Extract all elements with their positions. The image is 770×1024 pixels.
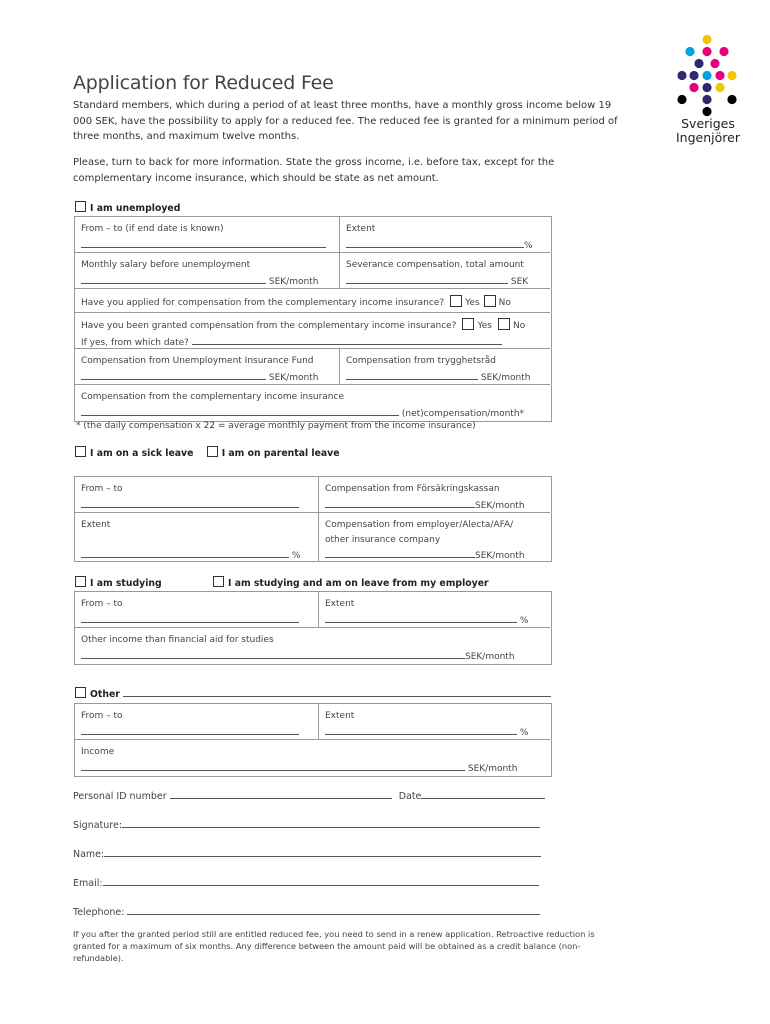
unit-label: % [524,240,533,251]
sick-extent-field[interactable] [75,513,319,561]
applied-question: Have you applied for compensation from the complementary income insurance? [81,298,445,308]
logo-dot [685,47,694,56]
sick-from-to-field[interactable] [75,477,319,513]
input-line[interactable] [81,273,266,284]
other-checkbox[interactable] [75,687,86,698]
field-label: Compensation from Unemployment Insurance Fund [81,356,314,366]
unemployed-extent-field[interactable] [340,217,550,253]
field-label-2: other insurance company [325,534,441,545]
unit-label: (net)compensation/month* [401,408,525,419]
unit-label: SEK/month [268,372,319,383]
granted-no-checkbox[interactable] [498,318,510,330]
logo-dot [727,71,736,80]
field-label: Compensation from trygghetsråd [346,356,496,366]
input-line[interactable] [346,369,478,380]
unit-label: SEK/month [467,763,518,774]
name-input[interactable] [104,846,541,857]
other-income-total-field[interactable] [75,740,550,776]
granted-question: Have you been granted compensation from the complementary income insurance? [81,321,457,331]
logo-dot [710,59,719,68]
field-label: Income [81,747,115,757]
input-line[interactable] [81,724,299,735]
monthly-salary-field[interactable] [75,253,340,289]
signature-label: Signature: [73,820,123,831]
unit-label: % [519,727,529,738]
unemployed-checkbox[interactable] [75,201,86,212]
comp-trygg-field[interactable] [340,349,550,385]
input-line[interactable] [325,612,517,623]
other-section-header [75,687,551,700]
comp-fk-field[interactable] [319,477,550,513]
unemployed-section-header [75,201,180,214]
unit-label: SEK/month [475,551,525,561]
footer-note: If you after the granted period still are entitled reduced fee, you need to send in a renew application. Retroactive reduction is granted for a maximum of six months. Any difference between the amount paid will be obtained as a credit balance (non-refundable). [73,929,595,963]
field-label: Other income than financial aid for studies [81,635,274,645]
field-label: Extent [325,599,355,609]
page-title: Application for Reduced Fee [73,72,334,94]
sick-leave-label: I am on a sick leave [90,448,194,459]
logo-dot [689,71,698,80]
other-form-box [74,703,552,777]
logo-dot [702,107,711,116]
input-line[interactable] [81,497,299,508]
unit-label: SEK/month [475,500,525,511]
input-line[interactable] [81,547,289,558]
input-line[interactable] [346,237,524,248]
signature-input[interactable] [122,817,540,828]
input-line[interactable] [81,760,465,771]
field-label: Extent [325,711,355,721]
date-input[interactable] [421,788,545,799]
other-from-to-field[interactable] [75,704,319,740]
granted-question-row [75,313,550,349]
date-label: Date [398,791,422,802]
logo-dot [702,47,711,56]
input-line[interactable] [81,237,326,248]
studying-leave-section-header [213,576,489,589]
no-label: No [498,298,511,308]
logo-dot [702,35,711,44]
granted-date-input[interactable] [192,334,502,345]
applied-question-row [75,289,550,313]
no-label: No [513,321,526,331]
unemployed-form-box [74,216,552,422]
intro-paragraph: Standard members, which during a period of at least three months, have a monthly gross income below 19 000 SEK, have the possibility to apply for a reduced fee. The reduced fee is granted for a minimum period of three months, and maximum twelve months. [73,100,618,142]
comp-uif-field[interactable] [75,349,340,385]
instructions-paragraph: Please, turn to back for more information. State the gross income, i.e. before tax, except for the complementary income insurance, which should be state as net amount. [73,157,555,184]
other-specify-input[interactable] [123,687,551,697]
other-extent-field[interactable] [319,704,550,740]
logo-line-2: Ingenjörer [676,130,740,145]
study-from-to-field[interactable] [75,592,319,628]
field-label: From – to [81,711,123,721]
personal-id-input[interactable] [170,788,392,799]
field-label: From – to (if end date is known) [81,224,224,234]
unemployed-from-to-field[interactable] [75,217,340,253]
name-row [73,846,541,860]
unit-label: SEK/month [465,651,515,662]
logo-wordmark [668,117,748,145]
logo-dot [689,83,698,92]
sick-leave-form-box [74,476,552,562]
studying-label: I am studying [90,578,162,589]
yes-label: Yes [477,321,492,331]
logo-dot [702,95,711,104]
logo-dot [677,71,686,80]
field-label: Compensation from Försäkringskassan [325,484,500,494]
parental-leave-checkbox[interactable] [207,446,218,457]
input-line[interactable] [346,273,508,284]
telephone-input[interactable] [127,904,540,915]
logo-dot [677,95,686,104]
studying-form-box [74,591,552,665]
input-line[interactable] [81,648,465,659]
studying-leave-label: I am studying and am on leave from my employer [228,578,489,589]
logo-dot [702,83,711,92]
field-label: Severance compensation, total amount [346,260,524,270]
logo-dot [715,83,724,92]
input-line[interactable] [325,497,475,508]
input-line[interactable] [81,369,266,380]
email-input[interactable] [103,875,539,886]
email-row [73,875,539,889]
unit-label: % [291,550,301,561]
field-label: Extent [346,224,376,234]
unit-label: SEK/month [480,372,531,383]
other-income-field[interactable] [75,628,550,664]
name-label: Name: [73,849,105,860]
severance-field[interactable] [340,253,550,289]
email-label: Email: [73,878,103,889]
personal-id-label: Personal ID number [73,791,167,802]
input-line[interactable] [325,547,475,558]
logo-dot [702,71,711,80]
field-label: From – to [81,484,123,494]
logo-line-1: Sveriges [681,116,735,131]
unemployed-label: I am unemployed [90,203,181,214]
sick-leave-checkbox[interactable] [75,446,86,457]
logo-dot [719,47,728,56]
granted-yes-checkbox[interactable] [462,318,474,330]
comp-cii-field[interactable] [75,385,550,421]
logo-dot [715,71,724,80]
field-label: Compensation from the complementary income insurance [81,392,344,402]
field-label: Monthly salary before unemployment [81,260,251,270]
comp-employer-field[interactable] [319,513,550,561]
studying-leave-checkbox[interactable] [213,576,224,587]
if-yes-label: If yes, from which date? [81,337,189,348]
applied-no-checkbox[interactable] [484,295,496,307]
field-label: From – to [81,599,123,609]
yes-label: Yes [465,298,480,308]
field-label: Compensation from employer/Alecta/AFA/ [325,520,514,530]
logo-dot [694,59,703,68]
logo-dot [727,95,736,104]
unit-label: SEK/month [268,276,319,287]
signature-row [73,817,540,831]
sick-leave-section-header [75,446,340,459]
personal-id-row [73,788,545,802]
unemployed-footnote: * (the daily compensation x 22 = average monthly payment from the income insurance) [76,421,476,431]
input-line[interactable] [81,612,299,623]
studying-checkbox[interactable] [75,576,86,587]
input-line[interactable] [325,724,517,735]
unit-label: SEK [510,276,529,287]
study-extent-field[interactable] [319,592,550,628]
telephone-row [73,904,540,918]
studying-section-header [75,576,162,589]
field-label: Extent [81,520,111,530]
parental-leave-label: I am on parental leave [221,448,340,459]
input-line[interactable] [81,405,399,416]
other-label: Other [90,689,120,700]
applied-yes-checkbox[interactable] [450,295,462,307]
unit-label: % [519,615,529,626]
telephone-label: Telephone: [73,907,125,918]
